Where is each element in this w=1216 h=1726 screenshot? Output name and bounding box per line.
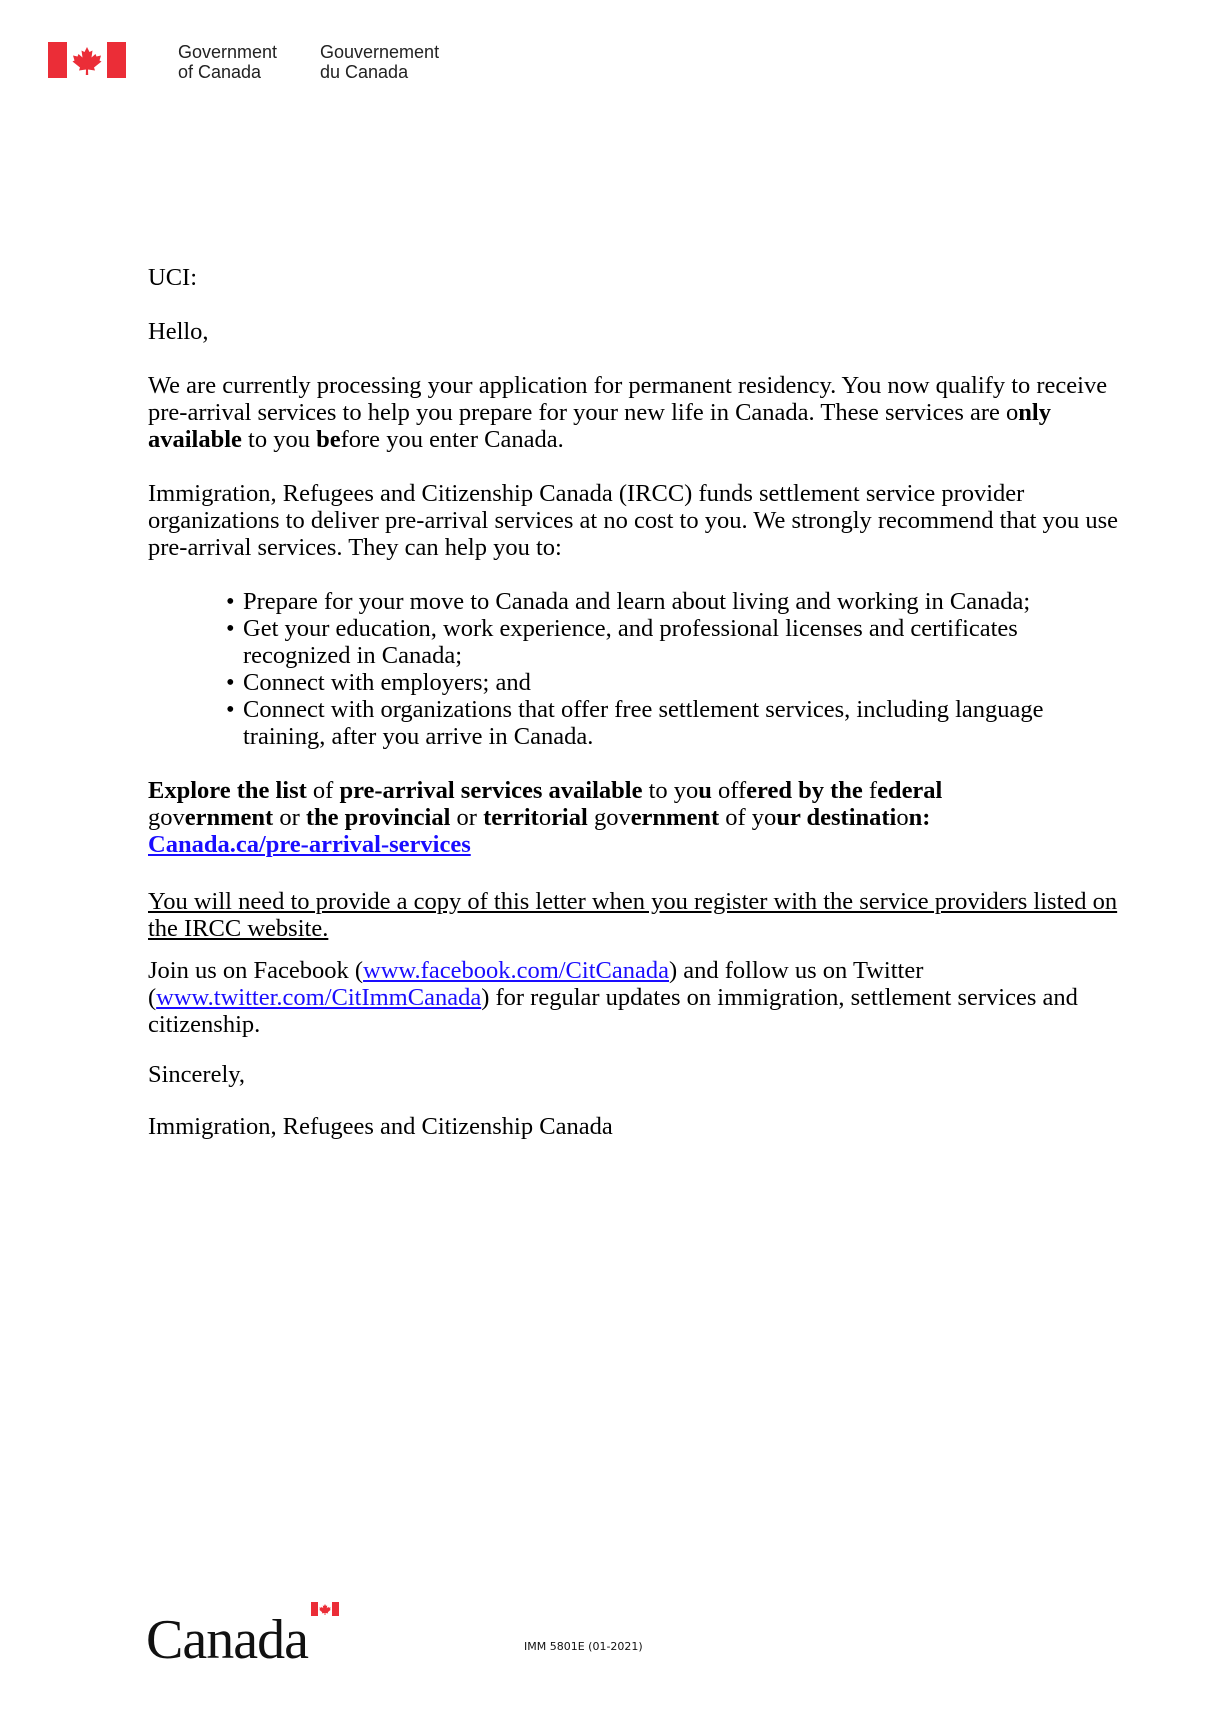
gouvernement-du-canada-label (320, 42, 439, 82)
uci-label: UCI: (148, 264, 197, 291)
intro-text-end: you enter Canada. (380, 426, 564, 453)
government-signature (48, 42, 439, 84)
government-of-canada-label (178, 42, 318, 82)
greeting: Hello, (148, 318, 209, 345)
social-media-paragraph (148, 957, 1128, 1038)
explore-text: n: (908, 804, 931, 831)
explore-text: or (450, 804, 484, 831)
explore-text: off (711, 777, 747, 804)
explore-text: ur destinati (776, 804, 897, 831)
list-item: • Get your education, work experience, and professional licenses and certificates recognized in Canada; (226, 615, 1128, 669)
explore-paragraph (148, 777, 1128, 858)
explore-text: ederal (877, 777, 943, 804)
explore-text: of (306, 777, 340, 804)
twitter-link[interactable]: www.twitter.com/CitImmCanada (156, 984, 482, 1011)
join-text: ) for regular updates on immigration, settlement services and citizenship. (148, 984, 1078, 1038)
explore-text: or (273, 804, 306, 831)
explore-text: ered by the (746, 777, 863, 804)
gov-fr-line2: du Canada (320, 62, 409, 82)
explore-text: pre-arrival services available (339, 777, 643, 804)
explore-text: o (896, 804, 909, 831)
canada-flag-icon (48, 42, 126, 78)
benefits-list (148, 588, 1128, 750)
canada-wordmark (146, 1609, 308, 1671)
list-item: • Connect with employers; and (226, 669, 1128, 696)
explore-text: gov (148, 804, 185, 831)
letter-body (148, 264, 1128, 1140)
explore-text: territ (483, 804, 539, 831)
join-text: Join us on Facebook ( (148, 957, 364, 984)
explore-text: o (538, 804, 552, 831)
explore-text: the pro (305, 804, 381, 831)
intro-text-mid1: to you (241, 426, 317, 453)
explore-text: u (698, 777, 712, 804)
pre-arrival-services-link[interactable]: Canada.ca/pre-arrival-services (148, 831, 471, 858)
gov-fr-line1: Gouvernement (320, 42, 440, 62)
join-text: ) and follow us on Twitter ( (148, 957, 924, 1011)
explore-text: vincial (380, 804, 451, 831)
list-item: • Connect with organizations that offer free settlement services, including language training, after you arrive in Canada. (226, 696, 1128, 750)
signature: Immigration, Refugees and Citizenship Canada (148, 1113, 613, 1140)
intro-text-start: We are currently processing your application for permanent residency. You now qualify to receive pre-arrival services to help you prepare for your new life in Canada. These services are o (148, 372, 1108, 426)
closing: Sincerely, (148, 1061, 246, 1088)
form-number: IMM 5801E (01-2021) (524, 1640, 643, 1653)
canada-wordmark-flag-icon (311, 1602, 339, 1616)
explore-text: gov (587, 804, 631, 831)
canada-wordmark-text: Canada (146, 1609, 308, 1671)
provide-copy-notice: You will need to provide a copy of this letter when you register with the service providers listed on the IRCC website. (148, 888, 1118, 942)
intro-bold-only-available: nly available (148, 399, 1051, 453)
explore-text: rial (551, 804, 588, 831)
list-item: • Prepare for your move to Canada and learn about living and working in Canada; (226, 588, 1128, 615)
explore-text: f (862, 777, 878, 804)
gov-en-line1: Government (178, 42, 278, 62)
facebook-link[interactable]: www.facebook.com/CitCanada (363, 957, 669, 984)
intro-bold-be: be (316, 426, 341, 453)
explore-text: of yo (719, 804, 777, 831)
explore-text: ernment (630, 804, 720, 831)
intro-text-mid2: fore (340, 426, 381, 453)
ircc-funding-paragraph: Immigration, Refugees and Citizenship Canada (IRCC) funds settlement service provider organizations to deliver pre-arrival services at no cost to you. We strongly recommend that you use pre-arrival services. They can help you to: (148, 480, 1119, 561)
intro-paragraph (148, 372, 1128, 453)
explore-text: Explore the list (148, 777, 307, 804)
explore-text: ernment (184, 804, 274, 831)
explore-text: to yo (642, 777, 699, 804)
gov-en-line2: of Canada (178, 62, 262, 82)
